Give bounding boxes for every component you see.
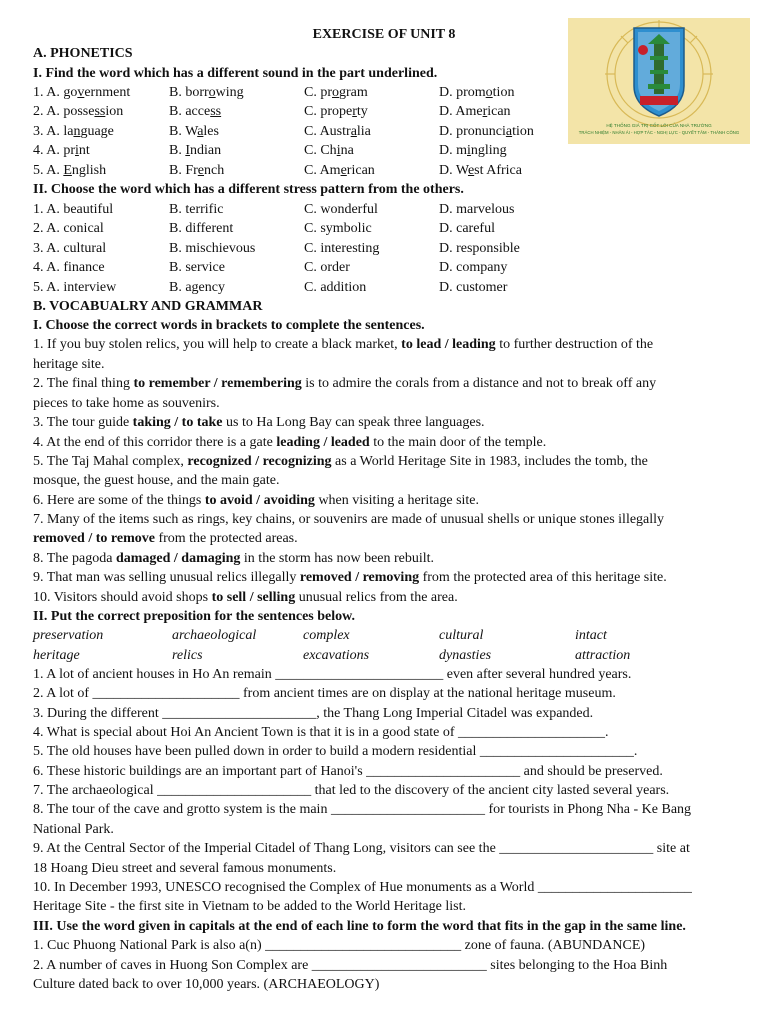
sentence-line — [33, 433, 546, 452]
logo-motto-line2: TRÁCH NHIỆM - NHÂN ÁI - HỢP TÁC - NGHỊ LỰC - QUYẾT TÂM - THÀNH CÔNG — [578, 130, 740, 135]
bracket-choice: removed / to remove — [33, 531, 155, 546]
gap-fill-line: 10. In December 1993, UNESCO recognised the Complex of Hue monuments as a World ______________________ — [33, 879, 692, 895]
underlined-sound: a — [505, 123, 513, 139]
phonetics-item — [33, 102, 569, 121]
option-a — [33, 83, 169, 102]
option-text: ernment — [84, 85, 131, 100]
word-bank-row — [33, 626, 695, 645]
sentence-text: as a World Heritage Site in 1983, includes the tomb, the — [331, 454, 648, 469]
sentence-text: 10. Visitors should avoid shops — [33, 590, 212, 605]
option-text: B. borr — [169, 85, 209, 100]
option-a: 5. A. interview — [33, 279, 117, 295]
sentence-line — [33, 374, 656, 393]
option-text: ion — [105, 104, 124, 120]
option-b — [169, 122, 304, 141]
bracket-choice: damaged / damaging — [115, 551, 241, 566]
phonetics-part2-title: II. Choose the word which has a different stress pattern from the others. — [33, 182, 464, 197]
logo-motto-line1: HỆ THỐNG GIÁ TRỊ CỐT LÕI CỦA NHÀ TRƯỜNG — [606, 123, 712, 128]
sentence-line — [33, 355, 105, 374]
option-c — [304, 122, 439, 141]
option-text: D. W — [439, 162, 468, 178]
stress-item — [33, 200, 569, 219]
sentence-line — [33, 510, 664, 529]
option-a — [33, 161, 169, 180]
sentence-text: us to Ha Long Bay can speak three languages. — [222, 415, 485, 430]
option-d — [439, 83, 569, 102]
option-d: D. marvelous — [439, 202, 515, 217]
gap-fill-line: Heritage Site - the first site in Vietnam to be added to the World Heritage list. — [33, 899, 466, 915]
sentence-line — [33, 588, 458, 607]
underlined-sound: ss — [210, 104, 222, 120]
sentence-text: 4. At the end of this corridor there is a gate — [33, 435, 277, 450]
gap-fill-line: National Park. — [33, 821, 114, 837]
option-text: B. W — [169, 123, 198, 139]
sentence-text: in the storm has now been rebuilt. — [240, 551, 435, 566]
gap-fill-line: 6. These historic buildings are an important part of Hanoi's ______________________ and should be preserved. — [33, 763, 663, 779]
option-text: nt — [78, 143, 90, 159]
option-c: C. interesting — [304, 240, 380, 256]
underlined-sound: r — [352, 104, 357, 120]
sentence-text: 2. The final thing — [33, 376, 134, 391]
sentence-text: heritage site. — [33, 357, 105, 372]
word-bank-row — [33, 646, 695, 665]
option-text: C. Austr — [304, 123, 351, 139]
option-d — [439, 141, 569, 160]
word-bank-word: archaeological — [172, 628, 257, 643]
sentence-text: 8. The pagoda — [33, 551, 116, 566]
option-text: 1. A. go — [33, 85, 78, 100]
sentence-text: when visiting a heritage site. — [314, 493, 480, 508]
sentence-text: is to admire the corals from a distance and not to break off any — [301, 376, 657, 391]
option-text: tion — [512, 123, 534, 139]
phonetics-item — [33, 122, 569, 141]
word-bank-word: preservation — [33, 628, 104, 643]
sentence-text: 3. The tour guide — [33, 415, 133, 430]
word-form-line: Culture dated back to over 10,000 years. (ARCHAEOLOGY) — [33, 977, 380, 992]
vocab-part1-title: I. Choose the correct words in brackets to complete the sentences. — [33, 318, 425, 333]
phonetics-part1-title: I. Find the word which has a different sound in the part underlined. — [33, 66, 438, 81]
section-a-heading: A. PHONETICS — [33, 46, 133, 61]
underlined-sound: ss — [94, 104, 106, 120]
phonetics-item — [33, 141, 569, 160]
sentence-line — [33, 452, 648, 471]
underlined-sound: I — [185, 143, 191, 159]
option-text: rican — [346, 162, 375, 178]
section-b-heading: B. VOCABUALRY AND GRAMMAR — [33, 299, 263, 314]
option-a — [33, 122, 169, 141]
option-d — [439, 102, 569, 121]
sentence-line — [33, 471, 280, 490]
bracket-choice: taking / to take — [132, 415, 223, 430]
option-text: B. — [169, 143, 186, 159]
option-text: B. acce — [169, 104, 211, 120]
gap-fill-line: 4. What is special about Hoi An Ancient Town is that it is in a good state of _____________________. — [33, 725, 609, 741]
sentence-line — [33, 568, 667, 587]
word-bank-word: cultural — [439, 628, 484, 643]
bracket-choice: recognized / recognizing — [187, 454, 332, 469]
phonetics-item — [33, 83, 569, 102]
option-text: nglish — [71, 162, 107, 178]
option-text: les — [203, 123, 219, 139]
sentence-text: to further destruction of the — [495, 337, 654, 352]
sentence-line — [33, 491, 479, 510]
sentence-text: 5. The Taj Mahal complex, — [33, 454, 188, 469]
option-text: guage — [80, 123, 114, 139]
option-text: C. Ch — [304, 143, 337, 159]
underlined-sound: v — [77, 85, 85, 100]
sentence-text: pieces to take home as souvenirs. — [33, 396, 220, 411]
option-c — [304, 141, 439, 160]
option-b: B. service — [169, 260, 225, 276]
stress-item — [33, 219, 569, 238]
sentence-text: 6. Here are some of the things — [33, 493, 205, 508]
gap-fill-line: 3. During the different ______________________, the Thang Long Imperial Citadel was expanded. — [33, 705, 594, 721]
sentence-text: to the main door of the temple. — [369, 435, 547, 450]
gap-fill-line: 9. At the Central Sector of the Imperial Citadel of Thang Long, visitors can see the ______________________ site at — [33, 841, 690, 857]
option-a: 3. A. cultural — [33, 240, 107, 256]
underlined-sound: i — [75, 143, 79, 159]
option-a: 1. A. beautiful — [33, 202, 114, 217]
underlined-sound: e — [467, 162, 475, 178]
word-form-line: 2. A number of caves in Huong Son Complex are _________________________ sites belonging to the Hoa Binh — [33, 957, 668, 973]
option-d: D. customer — [439, 279, 508, 295]
stress-item — [33, 258, 569, 277]
option-text: B. Fr — [169, 162, 198, 178]
option-a: 2. A. conical — [33, 221, 104, 237]
option-text: C. pr — [304, 85, 332, 100]
option-text: tion — [492, 85, 515, 100]
bracket-choice: to lead / leading — [401, 337, 496, 352]
option-text: gram — [339, 85, 368, 100]
stress-item — [33, 278, 569, 297]
vocab-part3-title: III. Use the word given in capitals at the end of each line to form the word that fits in the gap in the same line. — [33, 919, 686, 934]
bracket-choice: removed / removing — [299, 570, 420, 585]
option-d: D. careful — [439, 221, 495, 237]
sentence-text: 9. That man was selling unusual relics illegally — [33, 570, 300, 585]
sentence-line — [33, 413, 485, 432]
option-text: st Africa — [474, 162, 522, 178]
bracket-choice: to sell / selling — [211, 590, 296, 605]
underlined-sound: e — [340, 162, 347, 178]
option-text: D. prom — [439, 85, 486, 100]
option-text: D. pronunci — [439, 123, 506, 139]
option-c — [304, 102, 439, 121]
option-b: B. mischievous — [169, 240, 256, 256]
option-c — [304, 161, 439, 180]
underlined-sound: o — [485, 85, 493, 100]
word-bank-word: relics — [172, 647, 203, 663]
option-a — [33, 102, 169, 121]
option-b — [169, 102, 304, 121]
underlined-sound: a — [197, 123, 204, 139]
bracket-choice: to avoid / avoiding — [204, 493, 315, 508]
option-text: D. m — [439, 143, 467, 159]
underlined-sound: n — [73, 123, 81, 139]
option-text: ty — [356, 104, 368, 120]
option-text: C. Am — [304, 162, 341, 178]
option-text: 4. A. pr — [33, 143, 75, 159]
sentence-text: unusual relics from the area. — [295, 590, 458, 605]
gap-fill-line: 2. A lot of _____________________ from ancient times are on display at the national heritage museum. — [33, 686, 616, 702]
option-text: ican — [487, 104, 511, 120]
word-bank-word: excavations — [303, 647, 370, 663]
underlined-sound: o — [332, 85, 339, 100]
sentence-text: from the protected area of this heritage site. — [419, 570, 667, 585]
option-b: B. terrific — [169, 202, 224, 217]
underlined-sound: o — [208, 85, 216, 100]
sentence-line — [33, 529, 298, 548]
underlined-sound: r — [482, 104, 488, 120]
gap-fill-line: 7. The archaeological ______________________ that led to the discovery of the ancient city lasted several years. — [33, 783, 670, 799]
option-a: 4. A. finance — [33, 260, 105, 276]
sentence-text: mosque, the guest house, and the main gate. — [33, 473, 280, 488]
option-text: C. prope — [304, 104, 353, 120]
option-text: na — [340, 143, 354, 159]
option-text: nch — [204, 162, 225, 178]
option-d: D. responsible — [439, 240, 520, 256]
word-bank-word: heritage — [33, 647, 80, 663]
option-d — [439, 161, 569, 180]
option-c: C. wonderful — [304, 202, 378, 217]
option-a — [33, 141, 169, 160]
option-text: 5. A. — [33, 162, 64, 178]
option-c: C. order — [304, 260, 350, 276]
sentence-line — [33, 394, 220, 413]
sentence-text: from the protected areas. — [154, 531, 298, 546]
option-c: C. addition — [304, 279, 367, 295]
underlined-sound: E — [63, 162, 72, 178]
option-text: wing — [215, 85, 244, 100]
stress-item — [33, 239, 569, 258]
option-text: ngling — [470, 143, 507, 159]
word-bank-word: dynasties — [439, 647, 492, 663]
sentence-text: 7. Many of the items such as rings, key chains, or souvenirs are made of unusual shells or unique stones illegally — [33, 512, 665, 527]
sentence-text: 1. If you buy stolen relics, you will help to create a black market, — [33, 337, 402, 352]
gap-fill-line: 18 Hoang Dieu street and several famous monuments. — [33, 860, 337, 876]
option-d: D. company — [439, 260, 508, 276]
word-bank-word: attraction — [575, 647, 631, 663]
option-b: B. agency — [169, 279, 225, 295]
underlined-sound: i — [467, 143, 471, 159]
option-c: C. symbolic — [304, 221, 372, 237]
vocab-part2-title: II. Put the correct preposition for the sentences below. — [33, 609, 355, 624]
word-form-line: 1. Cuc Phuong National Park is also a(n) ____________________________ zone of fauna. (ABUNDANCE) — [33, 938, 646, 953]
sentence-line — [33, 549, 434, 568]
bracket-choice: to remember / remembering — [133, 376, 302, 391]
option-text: lia — [356, 123, 371, 139]
word-bank-word: intact — [575, 628, 607, 643]
option-text: ndian — [190, 143, 222, 159]
option-d — [439, 122, 569, 141]
word-bank-word: complex — [303, 628, 350, 643]
option-b: B. different — [169, 221, 234, 237]
option-text: 3. A. la — [33, 123, 74, 139]
option-text: 2. A. posse — [33, 104, 95, 120]
gap-fill-line: 1. A lot of ancient houses in Ho An remain ________________________ even after several hundred years. — [33, 667, 632, 682]
sentence-line — [33, 335, 653, 354]
option-b — [169, 83, 304, 102]
gap-fill-line: 5. The old houses have been pulled down in order to build a modern residential ______________________. — [33, 744, 638, 760]
phonetics-item — [33, 161, 569, 180]
underlined-sound: i — [336, 143, 341, 159]
option-b — [169, 161, 304, 180]
option-text: D. Ame — [439, 104, 483, 120]
underlined-sound: a — [350, 123, 357, 139]
option-b — [169, 141, 304, 160]
bracket-choice: leading / leaded — [276, 435, 370, 450]
worksheet-title: EXERCISE OF UNIT 8 — [312, 27, 456, 42]
option-c — [304, 83, 439, 102]
underlined-sound: e — [197, 162, 205, 178]
gap-fill-line: 8. The tour of the cave and grotto system is the main ______________________ for tourists in Phong Nha - Ke Bang — [33, 802, 692, 818]
